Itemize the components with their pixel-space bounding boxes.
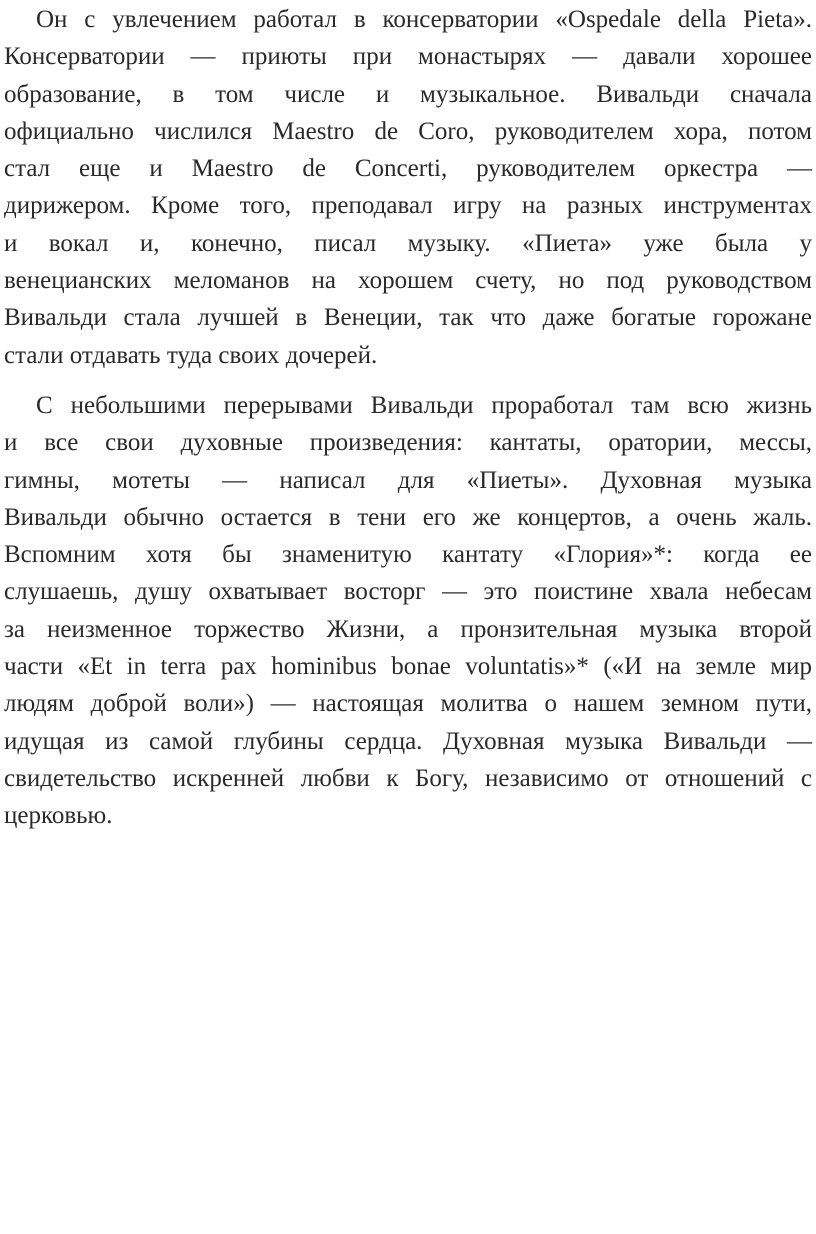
- text-line: гимны, мотеты — написал для «Пиеты». Духовная музыка: [4, 466, 812, 494]
- text-line: и все свои духовные произведения: кантаты, оратории, мессы,: [4, 429, 812, 457]
- text-line: Консерватории — приюты при монастырях — давали хорошее: [4, 43, 812, 71]
- paragraph-2: [4, 387, 812, 835]
- text-line: венецианских меломанов на хорошем счету, но под руководством: [4, 267, 812, 295]
- text-line: С небольшими перерывами Вивальди проработал там всю жизнь: [36, 392, 812, 419]
- text-line: дирижером. Кроме того, преподавал игру на разных инструментах: [4, 192, 812, 220]
- paragraph-1: [4, 1, 812, 374]
- text-line: Вивальди обычно остается в тени его же концертов, а очень жаль.: [4, 503, 812, 531]
- text-line: людям доброй воли») — настоящая молитва о нашем земном пути,: [4, 690, 812, 718]
- text-line: стали отдавать туда своих дочерей.: [4, 341, 378, 369]
- text-line: за неизменное торжество Жизни, а пронзительная музыка второй: [4, 615, 812, 643]
- text-line: Он с увлечением работал в консерватории «Ospedale della Pieta».: [36, 6, 812, 33]
- text-line: Вспомним хотя бы знаменитую кантату «Глория»*: когда ее: [4, 541, 812, 569]
- text-line: слушаешь, душу охватывает восторг — это поистине хвала небесам: [4, 578, 812, 606]
- text-line: образование, в том числе и музыкальное. Вивальди сначала: [4, 80, 812, 108]
- text-line: и вокал и, конечно, писал музыку. «Пиета» уже была у: [4, 229, 812, 257]
- text-line: стал еще и Maestro de Concerti, руководителем оркестра —: [4, 155, 812, 183]
- text-line: церковью.: [4, 802, 113, 830]
- text-line: части «Et in terra pax hominibus bonae voluntatis»* («И на земле мир: [4, 653, 812, 681]
- text-line: официально числился Maestro de Coro, руководителем хора, потом: [4, 117, 812, 145]
- text-line: Вивальди стала лучшей в Венеции, так что даже богатые горожане: [4, 304, 812, 332]
- text-line: идущая из самой глубины сердца. Духовная музыка Вивальди —: [4, 727, 812, 755]
- text-line: свидетельство искренней любви к Богу, независимо от отношений с: [4, 764, 812, 792]
